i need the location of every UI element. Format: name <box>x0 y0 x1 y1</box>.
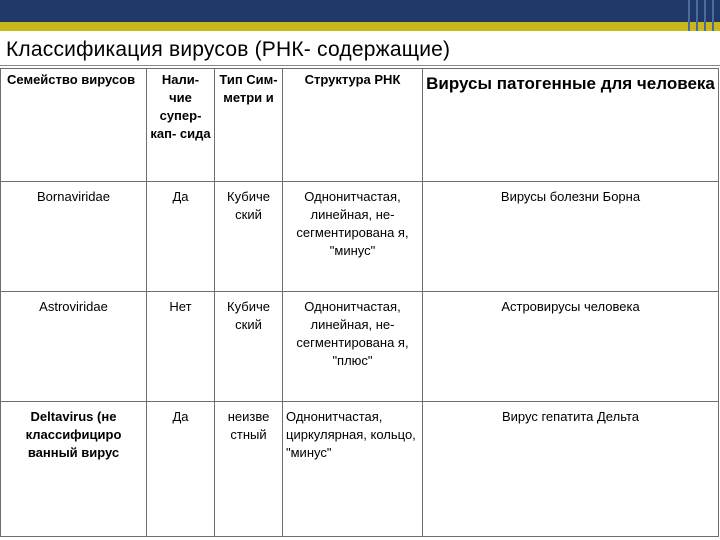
header-supercapsid: Нали- чие супер- кап- сида <box>147 69 215 182</box>
cell-family: Deltavirus (не классифициро ванный вирус <box>1 402 147 537</box>
header-pathogenic-viruses: Вирусы патогенные для человека <box>423 69 719 182</box>
table-row <box>1 292 719 402</box>
cell-rna-structure: Однонитчастая, линейная, не- сегментирована я, "плюс" <box>283 292 423 402</box>
cell-family: Astroviridae <box>1 292 147 402</box>
table-row <box>1 182 719 292</box>
table-row <box>1 402 719 537</box>
cell-supercapsid: Да <box>147 182 215 292</box>
cell-pathogenic-viruses: Вирусы болезни Борна <box>423 182 719 292</box>
table-header-row <box>1 69 719 182</box>
cell-supercapsid: Нет <box>147 292 215 402</box>
header-band-navy <box>0 0 720 22</box>
cell-symmetry: Кубиче ский <box>215 182 283 292</box>
cell-symmetry: неизве стный <box>215 402 283 537</box>
header-band-gold <box>0 22 720 31</box>
cell-rna-structure: Однонитчастая, циркулярная, кольцо, "минус" <box>283 402 423 537</box>
cell-pathogenic-viruses: Вирус гепатита Дельта <box>423 402 719 537</box>
cell-symmetry: Кубиче ский <box>215 292 283 402</box>
slide-title: Классификация вирусов (РНК- содержащие) <box>6 38 451 61</box>
header-rna-structure: Структура РНК <box>283 69 423 182</box>
header-band-stripes <box>686 0 720 31</box>
title-divider <box>0 65 720 66</box>
cell-pathogenic-viruses: Астровирусы человека <box>423 292 719 402</box>
virus-classification-table <box>0 68 719 537</box>
header-symmetry: Тип Сим- метри и <box>215 69 283 182</box>
cell-supercapsid: Да <box>147 402 215 537</box>
header-family: Семейство вирусов <box>1 69 147 182</box>
cell-rna-structure: Однонитчастая, линейная, не- сегментирована я, "минус" <box>283 182 423 292</box>
cell-family: Bornaviridae <box>1 182 147 292</box>
